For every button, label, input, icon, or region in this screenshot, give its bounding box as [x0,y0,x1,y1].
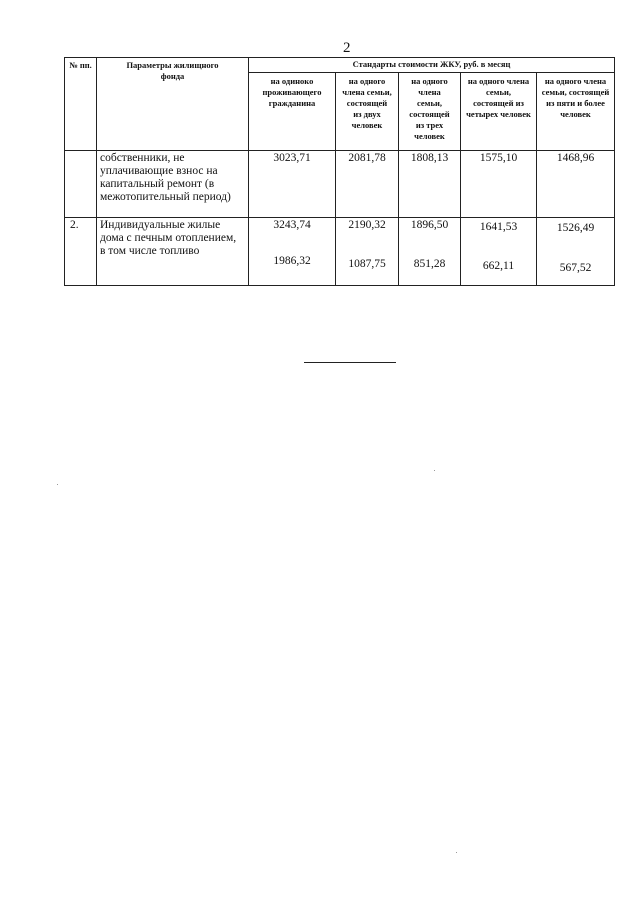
row-param: Индивидуальные жилые дома с печным отоплением, [100,219,237,244]
row-value-3: 1808,13 [399,151,461,218]
row-subvalue-4: 662,11 [482,260,515,272]
row-value-2: 2190,32 [348,219,386,231]
header-sub-col-2: на одного члена семьи, состоящей из двух человек [336,73,399,151]
row-subvalue-3: 851,28 [413,258,446,270]
scan-speck [57,484,58,485]
table-row [65,218,615,286]
row-number: 2. [65,218,97,286]
row-value-5: 1526,49 [556,222,595,234]
row-param-sub: в том числе топливо [100,245,200,257]
header-group-title: Стандарты стоимости ЖКУ, руб. в месяц [249,58,615,73]
table-header-row [65,58,615,73]
scan-speck [456,852,457,853]
row-value-1: 3243,74 [273,219,311,231]
row-value-4: 1641,53 [479,221,518,233]
header-sub-col-1: на одиноко проживающего гражданина [249,73,336,151]
row-param: собственники, не уплачивающие взнос на капитальный ремонт (в межотопительный период) [97,151,249,218]
row-value-4: 1575,10 [461,151,537,218]
row-value-5: 1468,96 [537,151,615,218]
page-number: 2 [343,40,351,56]
row-subvalue-1: 1986,32 [273,255,311,267]
header-sub-col-4: на одного члена семьи, состоящей из четырех человек [461,73,537,151]
scan-speck [434,470,435,471]
header-sub-col-5: на одного члена семьи, состоящей из пяти и более человек [537,73,615,151]
table-row [65,151,615,218]
row-value-2: 2081,78 [336,151,399,218]
row-number [65,151,97,218]
row-value-1: 3023,71 [249,151,336,218]
row-value-3: 1896,50 [410,219,449,231]
header-num: № пп. [65,58,97,151]
row-subvalue-2: 1087,75 [348,258,386,270]
housing-cost-standards-table [64,57,615,286]
separator-line [304,362,396,363]
row-subvalue-5: 567,52 [559,262,592,274]
header-sub-col-3: на одного члена семьи, состоящей из трех человек [399,73,461,151]
header-params: Параметры жилищного фонда [97,58,249,151]
